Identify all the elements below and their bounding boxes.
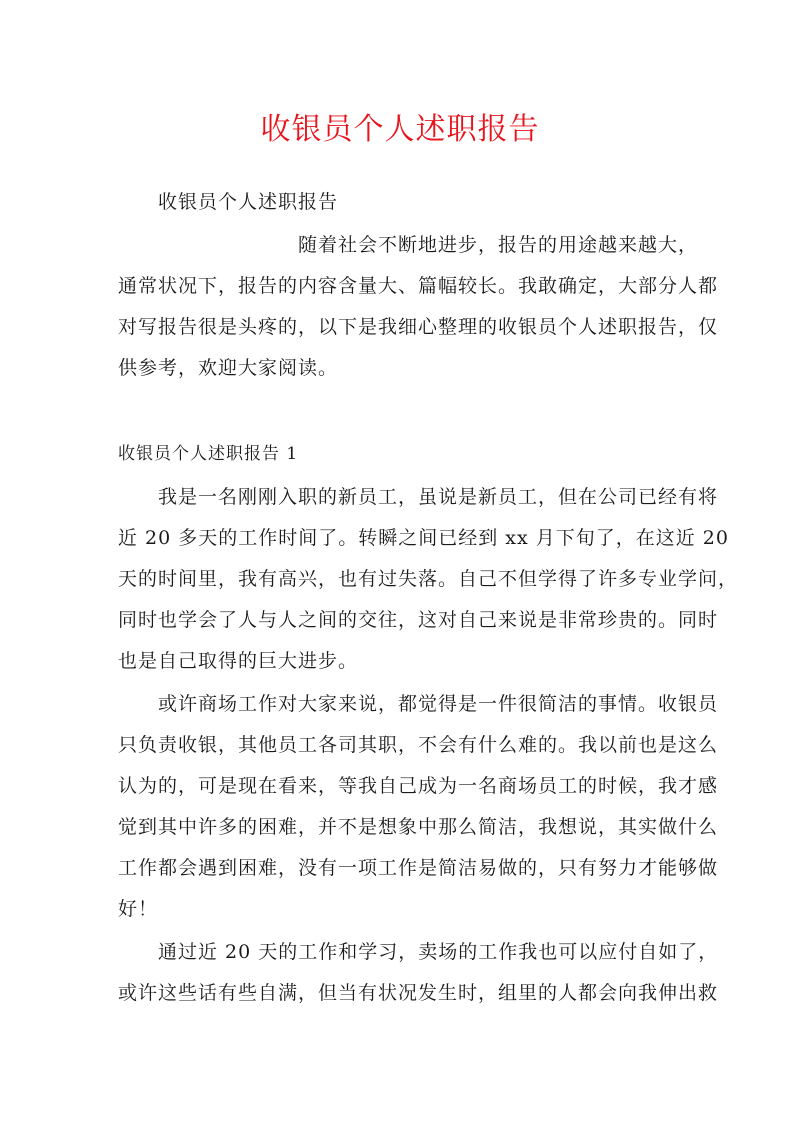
document-title: 收银员个人述职报告 bbox=[260, 112, 540, 147]
body-paragraph-line: 只负责收银，其他员工各司其职，不会有什么难的。我以前也是这么 bbox=[118, 734, 719, 756]
body-paragraph-line: 觉到其中许多的困难，并不是想象中那么简洁，我想说，其实做什么 bbox=[118, 816, 719, 838]
intro-paragraph-line: 通常状况下，报告的内容含量大、篇幅较长。我敢确定，大部分人都 bbox=[118, 275, 719, 297]
body-paragraph-line: 天的时间里，我有高兴，也有过失落。自己不但学得了许多专业学问， bbox=[118, 568, 739, 590]
intro-paragraph-line: 随着社会不断地进步，报告的用途越来越大， bbox=[298, 234, 699, 256]
body-paragraph-line: 近 20 多天的工作时间了。转瞬之间已经到 xx 月下旬了，在这近 20 bbox=[118, 527, 729, 549]
body-paragraph-line: 通过近 20 天的工作和学习，卖场的工作我也可以应付自如了， bbox=[158, 941, 719, 963]
body-paragraph-line: 认为的，可是现在看来，等我自己成为一名商场员工的时候，我才感 bbox=[118, 775, 719, 797]
body-paragraph-line: 工作都会遇到困难，没有一项工作是简洁易做的，只有努力才能够做 bbox=[118, 857, 719, 879]
body-paragraph-line: 也是自己取得的巨大进步。 bbox=[118, 650, 359, 672]
body-paragraph-line: 或许这些话有些自满，但当有状况发生时，组里的人都会向我伸出救 bbox=[118, 982, 719, 1004]
body-paragraph-line: 好！ bbox=[118, 898, 159, 920]
intro-heading: 收银员个人述职报告 bbox=[158, 191, 339, 213]
body-paragraph-line: 同时也学会了人与人之间的交往，这对自己来说是非常珍贵的。同时 bbox=[118, 609, 719, 631]
section-heading: 收银员个人述职报告 1 bbox=[118, 444, 299, 464]
body-paragraph-line: 我是一名刚刚入职的新员工，虽说是新员工，但在公司已经有将 bbox=[158, 486, 719, 508]
body-paragraph-line: 或许商场工作对大家来说，都觉得是一件很简洁的事情。收银员 bbox=[158, 693, 719, 715]
intro-paragraph-line: 对写报告很是头疼的，以下是我细心整理的收银员个人述职报告，仅 bbox=[118, 316, 719, 338]
intro-paragraph-line: 供参考，欢迎大家阅读。 bbox=[118, 357, 339, 379]
